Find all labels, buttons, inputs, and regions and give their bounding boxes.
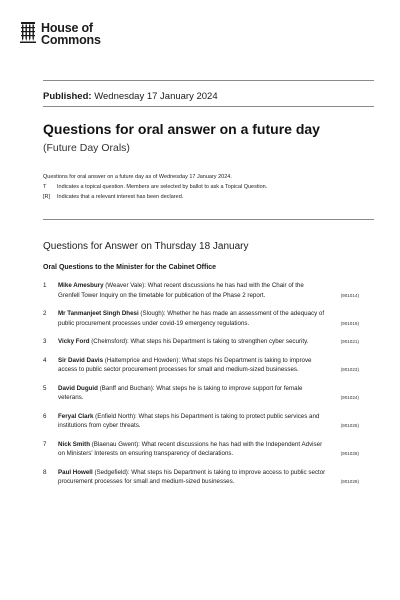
constituency: (Enfield North): [93, 412, 139, 420]
member-name: David Duguid [58, 384, 98, 392]
question-item [43, 384, 359, 403]
published-label: Published: [43, 91, 92, 102]
question-body [58, 468, 326, 487]
constituency: (Blaenau Gwent): [89, 440, 142, 448]
question-number: 2 [43, 310, 47, 317]
question-item [43, 412, 359, 431]
question-body [58, 356, 326, 375]
page-subtitle: (Future Day Orals) [43, 142, 130, 154]
constituency: (Slough): [138, 310, 168, 317]
question-text: What recent discussions he has had with the Chair of the Grenfell Tower Inquiry on the timetable for publication of the Phase 2 report. [58, 282, 304, 299]
member-name: Nick Smith [58, 440, 90, 448]
divider-top [43, 80, 374, 81]
question-text: What steps his Department is taking to improve access to public sector procurement processes for small and medium-sized businesses. [58, 356, 312, 373]
question-item [43, 440, 359, 459]
question-body [58, 337, 326, 347]
question-ref: (901029) [340, 479, 359, 484]
question-text: Whether he has made an assessment of the adequacy of public procurement processes under covid-19 emergency regulations. [58, 310, 325, 327]
question-item [43, 356, 359, 375]
question-ref: (901028) [340, 451, 359, 456]
question-ref: (901023) [340, 367, 359, 372]
member-name: Mike Amesbury [58, 282, 104, 289]
constituency: (Sedgefield): [92, 468, 132, 476]
question-body [58, 412, 326, 431]
member-name: Feryal Clark [58, 412, 94, 420]
question-number: 4 [43, 356, 47, 364]
divider-intro [43, 219, 374, 220]
question-item [43, 309, 359, 328]
question-body [58, 440, 326, 459]
question-body [58, 309, 326, 328]
section-title: Questions for Answer on Thursday 18 January [43, 241, 249, 252]
member-name: Sir David Davis [58, 356, 104, 364]
constituency: (Chelmsford): [89, 338, 131, 345]
logo-line-1: House of [41, 21, 93, 35]
member-name: Paul Howell [58, 468, 93, 476]
department-heading: Oral Questions to the Minister for the Cabinet Office [43, 264, 217, 271]
question-ref: (901014) [340, 292, 359, 298]
question-text: What steps his Department is taking to strengthen cyber security. [130, 338, 309, 345]
question-text: What steps his Department is taking to improve access to public sector procurement processes for small and medium-sized businesses. [58, 468, 326, 485]
intro-text: Questions for oral answer on a future day as of Wednesday 17 January 2024. [43, 174, 232, 180]
question-item [43, 337, 359, 347]
key-code: [R] [43, 194, 51, 200]
published-date: Wednesday 17 January 2024 [94, 91, 218, 102]
member-name: Vicky Ford [58, 338, 90, 345]
question-ref: (901024) [340, 395, 359, 400]
constituency: (Banff and Buchan): [97, 384, 157, 392]
portcullis-icon [20, 22, 36, 44]
constituency: (Weaver Vale): [103, 282, 148, 289]
question-ref: (901019) [340, 320, 359, 326]
key-code: T [43, 184, 47, 190]
published-line [43, 91, 218, 102]
question-number: 3 [43, 338, 47, 345]
page-title: Questions for oral answer on a future day [43, 121, 320, 137]
question-number: 5 [43, 384, 47, 392]
question-body [58, 384, 326, 403]
question-list [43, 281, 359, 496]
question-number: 1 [43, 282, 47, 289]
key-text: Indicates a topical question. Members are selected by ballot to ask a Topical Question. [57, 184, 268, 190]
question-text: What steps he is taking to improve support for female veterans. [58, 384, 303, 401]
question-number: 6 [43, 412, 47, 420]
question-ref: (901025) [340, 423, 359, 428]
question-number: 8 [43, 468, 47, 476]
divider-published [43, 106, 374, 107]
intro-block [43, 172, 267, 202]
constituency: (Haltemprice and Howden): [103, 356, 182, 364]
question-ref: (901021) [340, 339, 359, 344]
question-text: What recent discussions he has had with the Independent Adviser on Ministers' Interests on ensuring transparency of declarations. [58, 440, 323, 457]
question-text: What steps his Department is taking to protect public services and institutions from cyber threats. [58, 412, 320, 429]
member-name: Mr Tanmanjeet Singh Dhesi [58, 310, 139, 317]
question-body [58, 281, 326, 300]
question-item [43, 281, 359, 300]
key-text: Indicates that a relevant interest has been declared. [57, 194, 184, 200]
house-of-commons-logo [20, 22, 101, 46]
key-interest [43, 192, 267, 202]
question-item [43, 468, 359, 487]
key-topical [43, 182, 267, 192]
logo-line-2: Commons [41, 33, 101, 47]
question-number: 7 [43, 440, 47, 448]
logo-wordmark [41, 22, 101, 46]
